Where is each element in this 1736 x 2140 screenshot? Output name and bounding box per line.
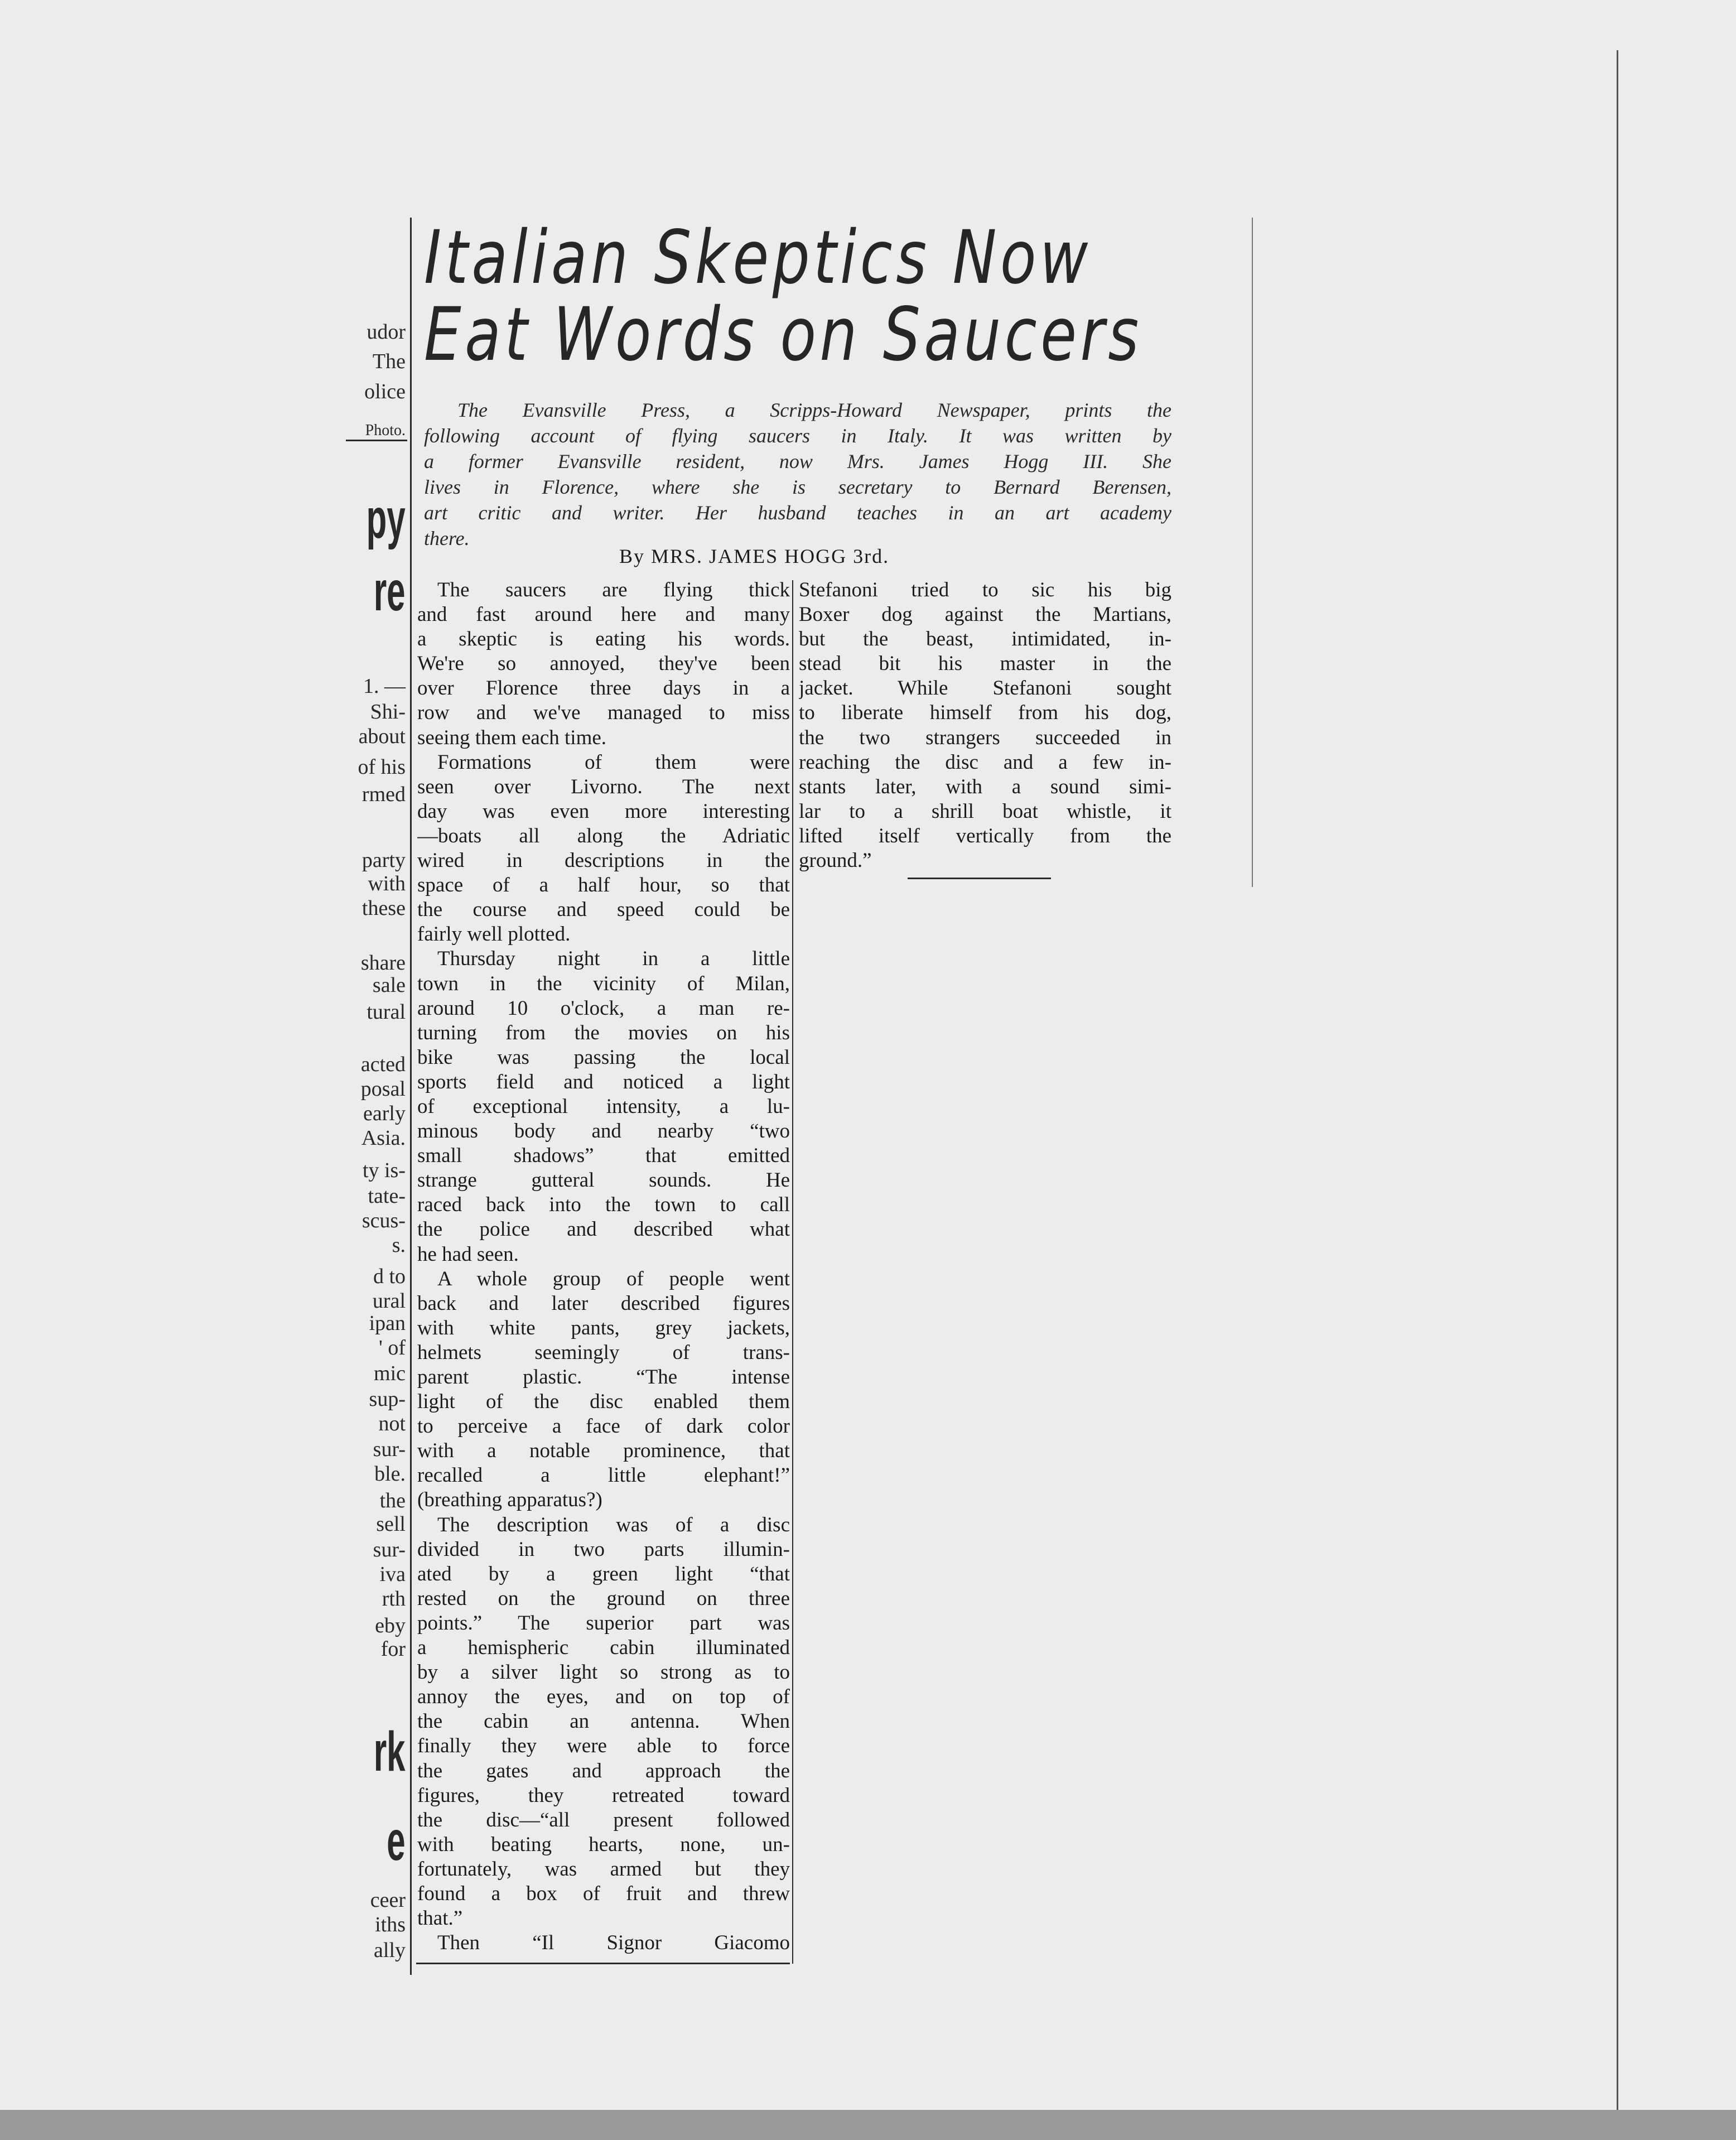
article-line: small shadows” that emitted [417,1144,790,1168]
article-line: day was even more interesting [417,799,790,823]
fragment-text: ipan [369,1312,406,1335]
editor-note-line: there. [424,527,470,550]
fragment-text: early [363,1102,406,1125]
article-line: —boats all along the Adriatic [417,824,790,847]
fragment-text: ty is- [362,1159,406,1182]
clipping-page-edge [1617,50,1618,2114]
article-column-1 [417,578,790,1955]
article-line: The saucers are flying thick [437,579,790,601]
fragment-text: ble. [374,1462,406,1486]
fragment-text: ' of [378,1336,406,1360]
article-line: annoy the eyes, and on top of [417,1685,790,1709]
fragment-text: sur- [373,1538,406,1561]
fragment-text: Asia. [361,1126,406,1150]
article-line: sports field and noticed a light [417,1070,790,1093]
article-line: and fast around here and many [417,603,790,626]
article-line: (breathing apparatus?) [417,1488,602,1512]
article-line: parent plastic. “The intense [417,1366,790,1389]
article-line: raced back into the town to call [417,1193,790,1217]
fragment-text: s. [392,1233,406,1257]
article-line: wired in descriptions in the [417,849,790,873]
article-line: reaching the disc and a few in- [799,750,1171,774]
fragment-text: iva [379,1563,406,1586]
article-column-2 [799,578,1171,873]
fragment-text: sale [372,973,406,997]
fragment-text: tural [367,1000,406,1024]
headline-line-2: Eat Words on Saucers [424,292,1142,378]
fragment-text: party [361,849,406,872]
article-end-dash [908,878,1051,879]
fragment-text: rk [374,1720,406,1783]
article-line: with white pants, grey jackets, [417,1316,790,1339]
byline: By MRS. JAMES HOGG 3rd. [619,545,890,567]
article-line: bike was passing the local [417,1045,790,1069]
fragment-text: udor [367,320,406,344]
article-line: the cabin an antenna. When [417,1710,790,1733]
article-line: a skeptic is eating his words. [417,628,790,651]
fragment-text: ural [372,1289,406,1313]
fragment-text: eby [375,1614,406,1637]
fragment-text: d to [373,1265,406,1288]
article-line: light of the disc enabled them [417,1390,790,1414]
editor-note-line: lives in Florence, where she is secretary to Bernard Berensen, [424,476,1171,498]
fragment-text: share [360,951,406,975]
article-line: jacket. While Stefanoni sought [799,677,1171,700]
article-line: a hemispheric cabin illuminated [417,1636,790,1660]
article-line: Then “Il Signor Giacomo [437,1931,790,1955]
fragment-text: not [378,1412,406,1435]
fragment-text: tate- [368,1184,406,1208]
article-line: stants later, with a sound simi- [799,775,1171,798]
fragment-text: olice [364,380,406,403]
article-line: Thursday night in a little [437,947,790,971]
fragment-text: mic [374,1362,406,1385]
article-line: the police and described what [417,1218,790,1241]
article-line: fortunately, was armed but they [417,1857,790,1881]
article-line: back and later described figures [417,1291,790,1315]
fragment-text: sup- [369,1387,406,1411]
article-line: row and we've managed to miss [417,701,790,725]
column-rule-right [1252,218,1253,887]
article-line: by a silver light so strong as to [417,1661,790,1684]
fragment-text: The [372,350,406,373]
fragment-text: scus- [361,1209,406,1232]
article-line: minous body and nearby “two [417,1120,790,1143]
article-line: space of a half hour, so that [417,874,790,897]
fragment-text: py [366,488,406,550]
article-line: figures, they retreated toward [417,1784,790,1807]
fragment-text: posal [360,1077,406,1101]
fragment-text: Photo. [365,422,406,439]
editor-note [424,397,1171,551]
article-line: lifted itself vertically from the [799,824,1171,847]
article-line: found a box of fruit and threw [417,1882,790,1905]
article-line: We're so annoyed, they've been [417,652,790,676]
fragment-text: about [358,725,406,748]
article-line: of exceptional intensity, a lu- [417,1095,790,1118]
fragment-text: 1. — [363,674,406,698]
article-line: the two strangers succeeded in [799,726,1171,749]
article-line: divided in two parts illumin- [417,1537,790,1561]
article-line: seen over Livorno. The next [417,775,790,798]
fragment-text: the [379,1489,406,1512]
article-line: finally they were able to force [417,1734,790,1758]
article-line: ground.” [799,849,872,873]
article-line: to perceive a face of dark color [417,1415,790,1438]
article-line: he had seen. [417,1242,519,1266]
fragment-text: Shi- [370,700,406,724]
fragment-text: ally [374,1939,406,1962]
article-line: A whole group of people went [437,1267,790,1290]
article-line: strange gutteral sounds. He [417,1169,790,1192]
editor-note-line: The Evansville Press, a Scripps-Howard Newspaper, prints the [457,399,1171,421]
article-line: points.” The superior part was [417,1611,790,1635]
article-line: the gates and approach the [417,1759,790,1782]
article-line: ated by a green light “that [417,1562,790,1585]
editor-note-line: art critic and writer. Her husband teaches in an art academy [424,502,1171,524]
article-line: the course and speed could be [417,898,790,922]
fragment-text: with [368,872,406,895]
article-line: to liberate himself from his dog, [799,701,1171,725]
article-line: that.” [417,1907,463,1930]
article-line: with beating hearts, none, un- [417,1833,790,1856]
fragment-text: rth [382,1587,406,1611]
fragment-text: sell [376,1512,406,1536]
fragment-text: of his [358,755,406,779]
fragment-text: for [380,1637,406,1661]
article-line: helmets seemingly of trans- [417,1341,790,1364]
editor-note-line: following account of flying saucers in Italy. It was written by [424,425,1171,447]
article-line: town in the vicinity of Milan, [417,972,790,995]
scan-bottom-band [0,2110,1736,2140]
headline-line-1: Italian Skeptics Now [424,215,1092,301]
article-line: Formations of them were [437,750,790,774]
article-line: Stefanoni tried to sic his big [799,579,1171,601]
article-line: the disc—“all present followed [417,1808,790,1831]
fragment-text: e [387,1810,406,1872]
article-line: stead bit his master in the [799,652,1171,676]
fragment-text: acted [360,1053,406,1076]
fragment-text: ceer [370,1888,406,1912]
article-line: with a notable prominence, that [417,1439,790,1463]
article-line: fairly well plotted. [417,923,571,946]
column-rule-middle [792,580,793,1964]
fragment-text: sur- [373,1438,406,1461]
article-line: turning from the movies on his [417,1021,790,1044]
editor-note-line: a former Evansville resident, now Mrs. James Hogg III. She [424,450,1171,473]
article-line: but the beast, intimidated, in- [799,628,1171,651]
article-line: over Florence three days in a [417,677,790,700]
article-line: rested on the ground on three [417,1587,790,1610]
article-line: Boxer dog against the Martians, [799,603,1171,626]
article-line: seeing them each time. [417,726,607,749]
column-rule-left [410,218,412,1975]
fragment-text: iths [375,1913,406,1936]
fragment-text: these [361,897,406,920]
article-line: The description was of a disc [437,1513,790,1536]
fragment-text: re [374,560,406,623]
article-line: around 10 o'clock, a man re- [417,996,790,1020]
article-line: lar to a shrill boat whistle, it [799,799,1171,823]
article-line: recalled a little elephant!” [417,1464,790,1487]
fragment-text: rmed [361,783,406,806]
article-end-rule [416,1963,790,1964]
